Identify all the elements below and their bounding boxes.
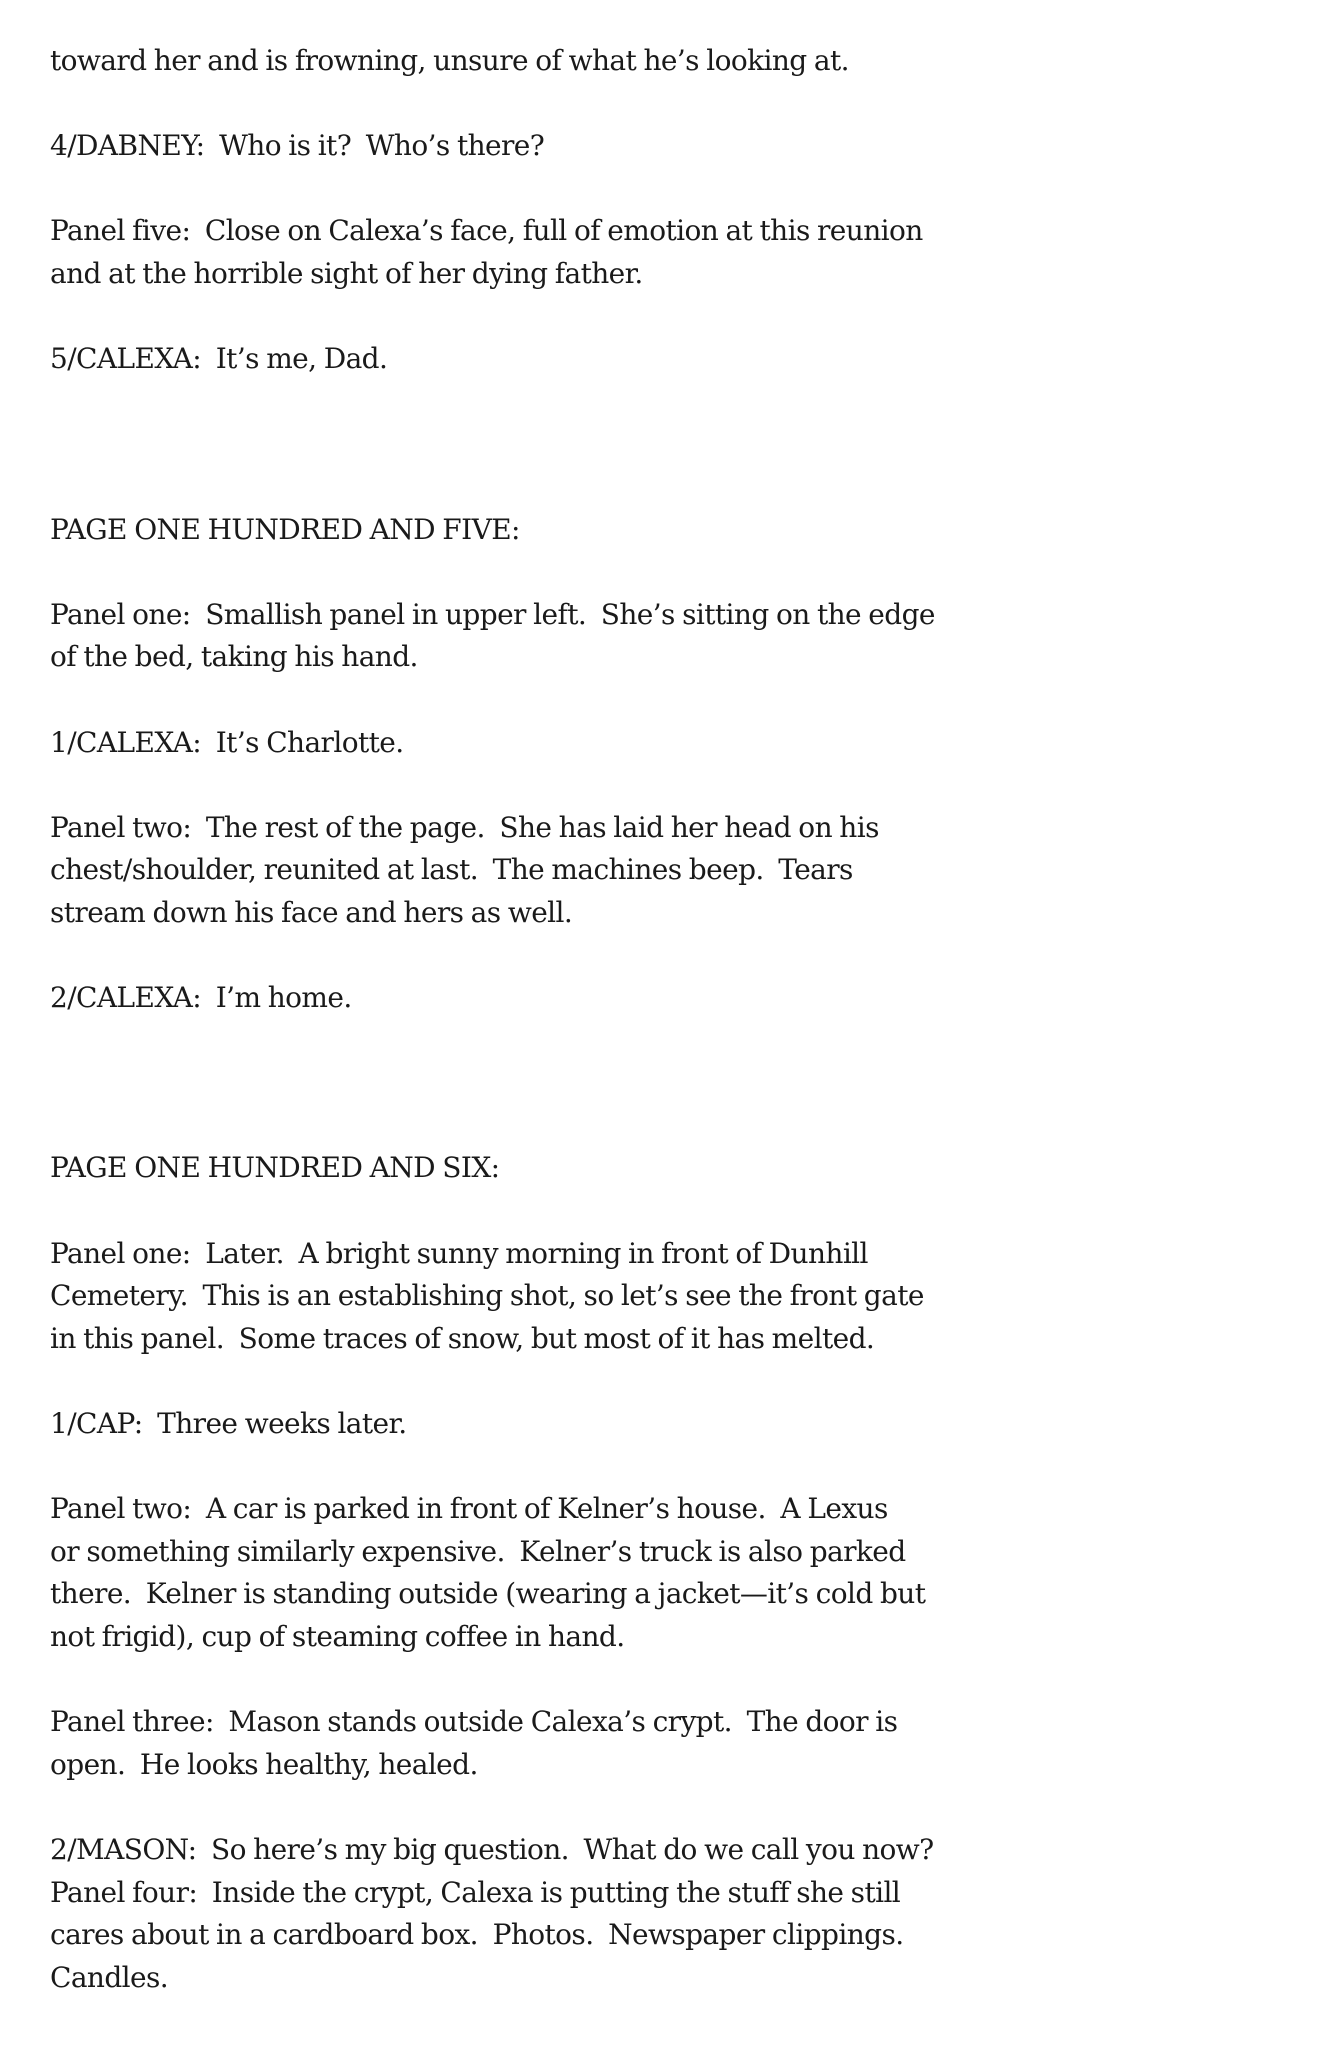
page-heading: PAGE ONE HUNDRED AND SIX: <box>50 1151 500 1185</box>
blank-line <box>50 1020 1300 1063</box>
script-line: there. Kelner is standing outside (wearing a jacket—it’s cold but <box>50 1577 926 1611</box>
blank-line <box>50 551 1300 594</box>
blank-line <box>50 1786 1300 1829</box>
script-line: Panel one: Smallish panel in upper left. She’s sitting on the edge <box>50 597 935 631</box>
script-line: not frigid), cup of steaming coffee in hand. <box>50 1619 625 1653</box>
script-line: toward her and is frowning, unsure of what he’s looking at. <box>50 44 849 77</box>
script-line: chest/shoulder, reunited at last. The machines beep. Tears <box>50 853 853 887</box>
script-line: Panel four: Inside the crypt, Calexa is putting the stuff she still <box>50 1875 901 1909</box>
blank-line <box>50 168 1300 211</box>
script-line: in this panel. Some traces of snow, but most of it has melted. <box>50 1321 875 1355</box>
blank-line <box>50 1659 1300 1702</box>
script-line: 2/CALEXA: I’m home. <box>50 981 352 1015</box>
blank-line <box>50 296 1300 339</box>
script-line: Panel five: Close on Calexa’s face, full of emotion at this reunion <box>50 214 923 248</box>
panel-description <box>50 1872 1300 2000</box>
script-line: open. He looks healthy, healed. <box>50 1747 478 1781</box>
blank-line <box>50 1190 1300 1233</box>
script-page <box>50 40 1300 1999</box>
script-line: Panel two: The rest of the page. She has laid her head on his <box>50 810 879 844</box>
page-heading: PAGE ONE HUNDRED AND FIVE: <box>50 512 520 546</box>
script-line: Candles. <box>50 1960 169 1994</box>
blank-line <box>50 1360 1300 1403</box>
blank-line <box>50 83 1300 126</box>
dialogue-line <box>50 1829 1300 1872</box>
script-line: or something similarly expensive. Kelner’s truck is also parked <box>50 1534 906 1568</box>
script-line: 4/DABNEY: Who is it? Who’s there? <box>50 129 545 163</box>
blank-line <box>50 381 1300 424</box>
blank-line <box>50 679 1300 722</box>
panel-description <box>50 210 1300 295</box>
blank-line <box>50 466 1300 509</box>
script-line: stream down his face and hers as well. <box>50 895 573 929</box>
blank-line <box>50 1105 1300 1148</box>
script-line: 1/CALEXA: It’s Charlotte. <box>50 725 404 759</box>
blank-line <box>50 423 1300 466</box>
caption-line <box>50 1403 1300 1446</box>
panel-description <box>50 1488 1300 1658</box>
script-line: 5/CALEXA: It’s me, Dad. <box>50 342 388 376</box>
script-line: cares about in a cardboard box. Photos. Newspaper clippings. <box>50 1918 904 1952</box>
blank-line <box>50 1062 1300 1105</box>
dialogue-line <box>50 977 1300 1020</box>
script-line: Cemetery. This is an establishing shot, so let’s see the front gate <box>50 1279 924 1313</box>
panel-description <box>50 594 1300 679</box>
script-line: 1/CAP: Three weeks later. <box>50 1407 407 1440</box>
blank-line <box>50 764 1300 807</box>
blank-line <box>50 1446 1300 1489</box>
script-line: of the bed, taking his hand. <box>50 640 418 674</box>
script-line: Panel two: A car is parked in front of Kelner’s house. A Lexus <box>50 1492 888 1526</box>
panel-description <box>50 807 1300 935</box>
script-line: Panel three: Mason stands outside Calexa’s crypt. The door is <box>50 1705 898 1739</box>
panel-description <box>50 1701 1300 1786</box>
panel-description <box>50 40 1300 83</box>
dialogue-line <box>50 338 1300 381</box>
dialogue-line <box>50 125 1300 168</box>
blank-line <box>50 934 1300 977</box>
script-line: and at the horrible sight of her dying father. <box>50 256 643 290</box>
script-line: Panel one: Later. A bright sunny morning in front of Dunhill <box>50 1236 868 1270</box>
panel-description <box>50 1233 1300 1361</box>
dialogue-line <box>50 722 1300 765</box>
script-line: 2/MASON: So here’s my big question. What do we call you now? <box>50 1832 934 1866</box>
